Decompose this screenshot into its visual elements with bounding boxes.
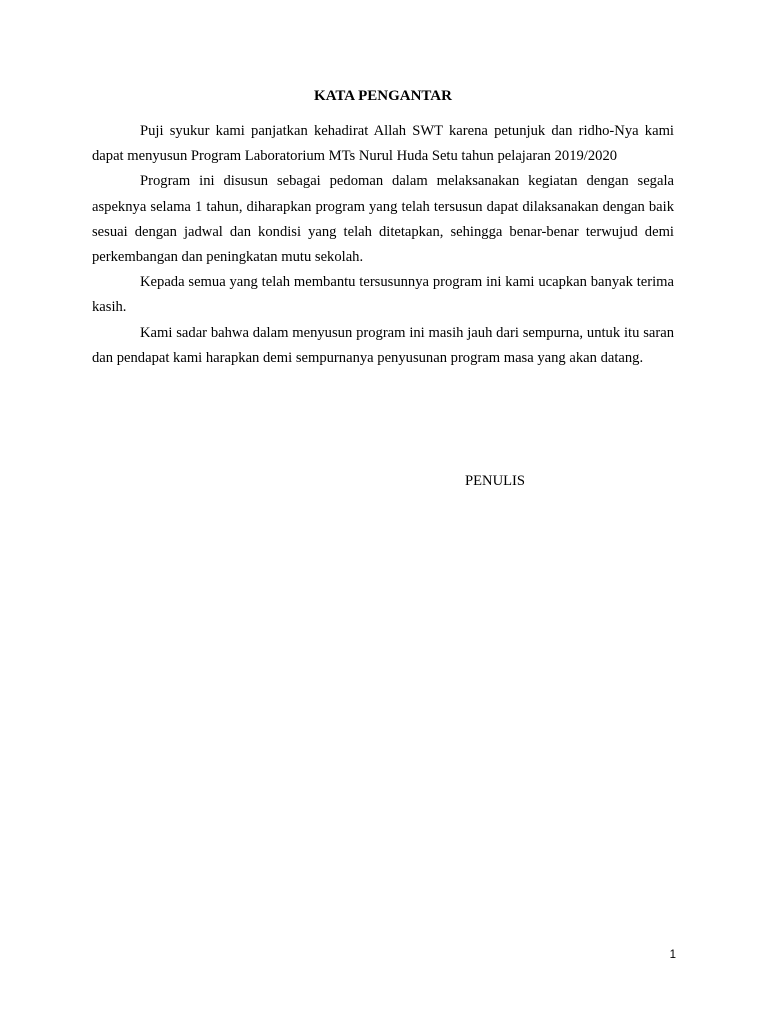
paragraph-thanks: Kepada semua yang telah membantu tersusunnya program ini kami ucapkan banyak terima kasih. xyxy=(92,274,674,316)
paragraph-gratitude: Puji syukur kami panjatkan kehadirat Allah SWT karena petunjuk dan ridho-Nya kami dapat menyusun Program Laboratorium MTs Nurul Huda Setu tahun pelajaran 2019/2020 xyxy=(92,123,674,165)
document-title: KATA PENGANTAR xyxy=(314,88,452,104)
page-number: 1 xyxy=(669,949,676,961)
paragraph-purpose: Program ini disusun sebagai pedoman dalam melaksanakan kegiatan dengan segala aspeknya selama 1 tahun, diharapkan program yang telah tersusun dapat dilaksanakan dengan baik sesuai dengan jadwal dan kondisi yang telah ditetapkan, sehingga benar-benar terwujud demi perkembangan dan peningkatan mutu sekolah. xyxy=(92,173,674,266)
document-body xyxy=(92,119,674,371)
author-signature: PENULIS xyxy=(465,473,525,489)
paragraph-closing: Kami sadar bahwa dalam menyusun program ini masih jauh dari sempurna, untuk itu saran dan pendapat kami harapkan demi sempurnanya penyusunan program masa yang akan datang. xyxy=(92,324,674,366)
